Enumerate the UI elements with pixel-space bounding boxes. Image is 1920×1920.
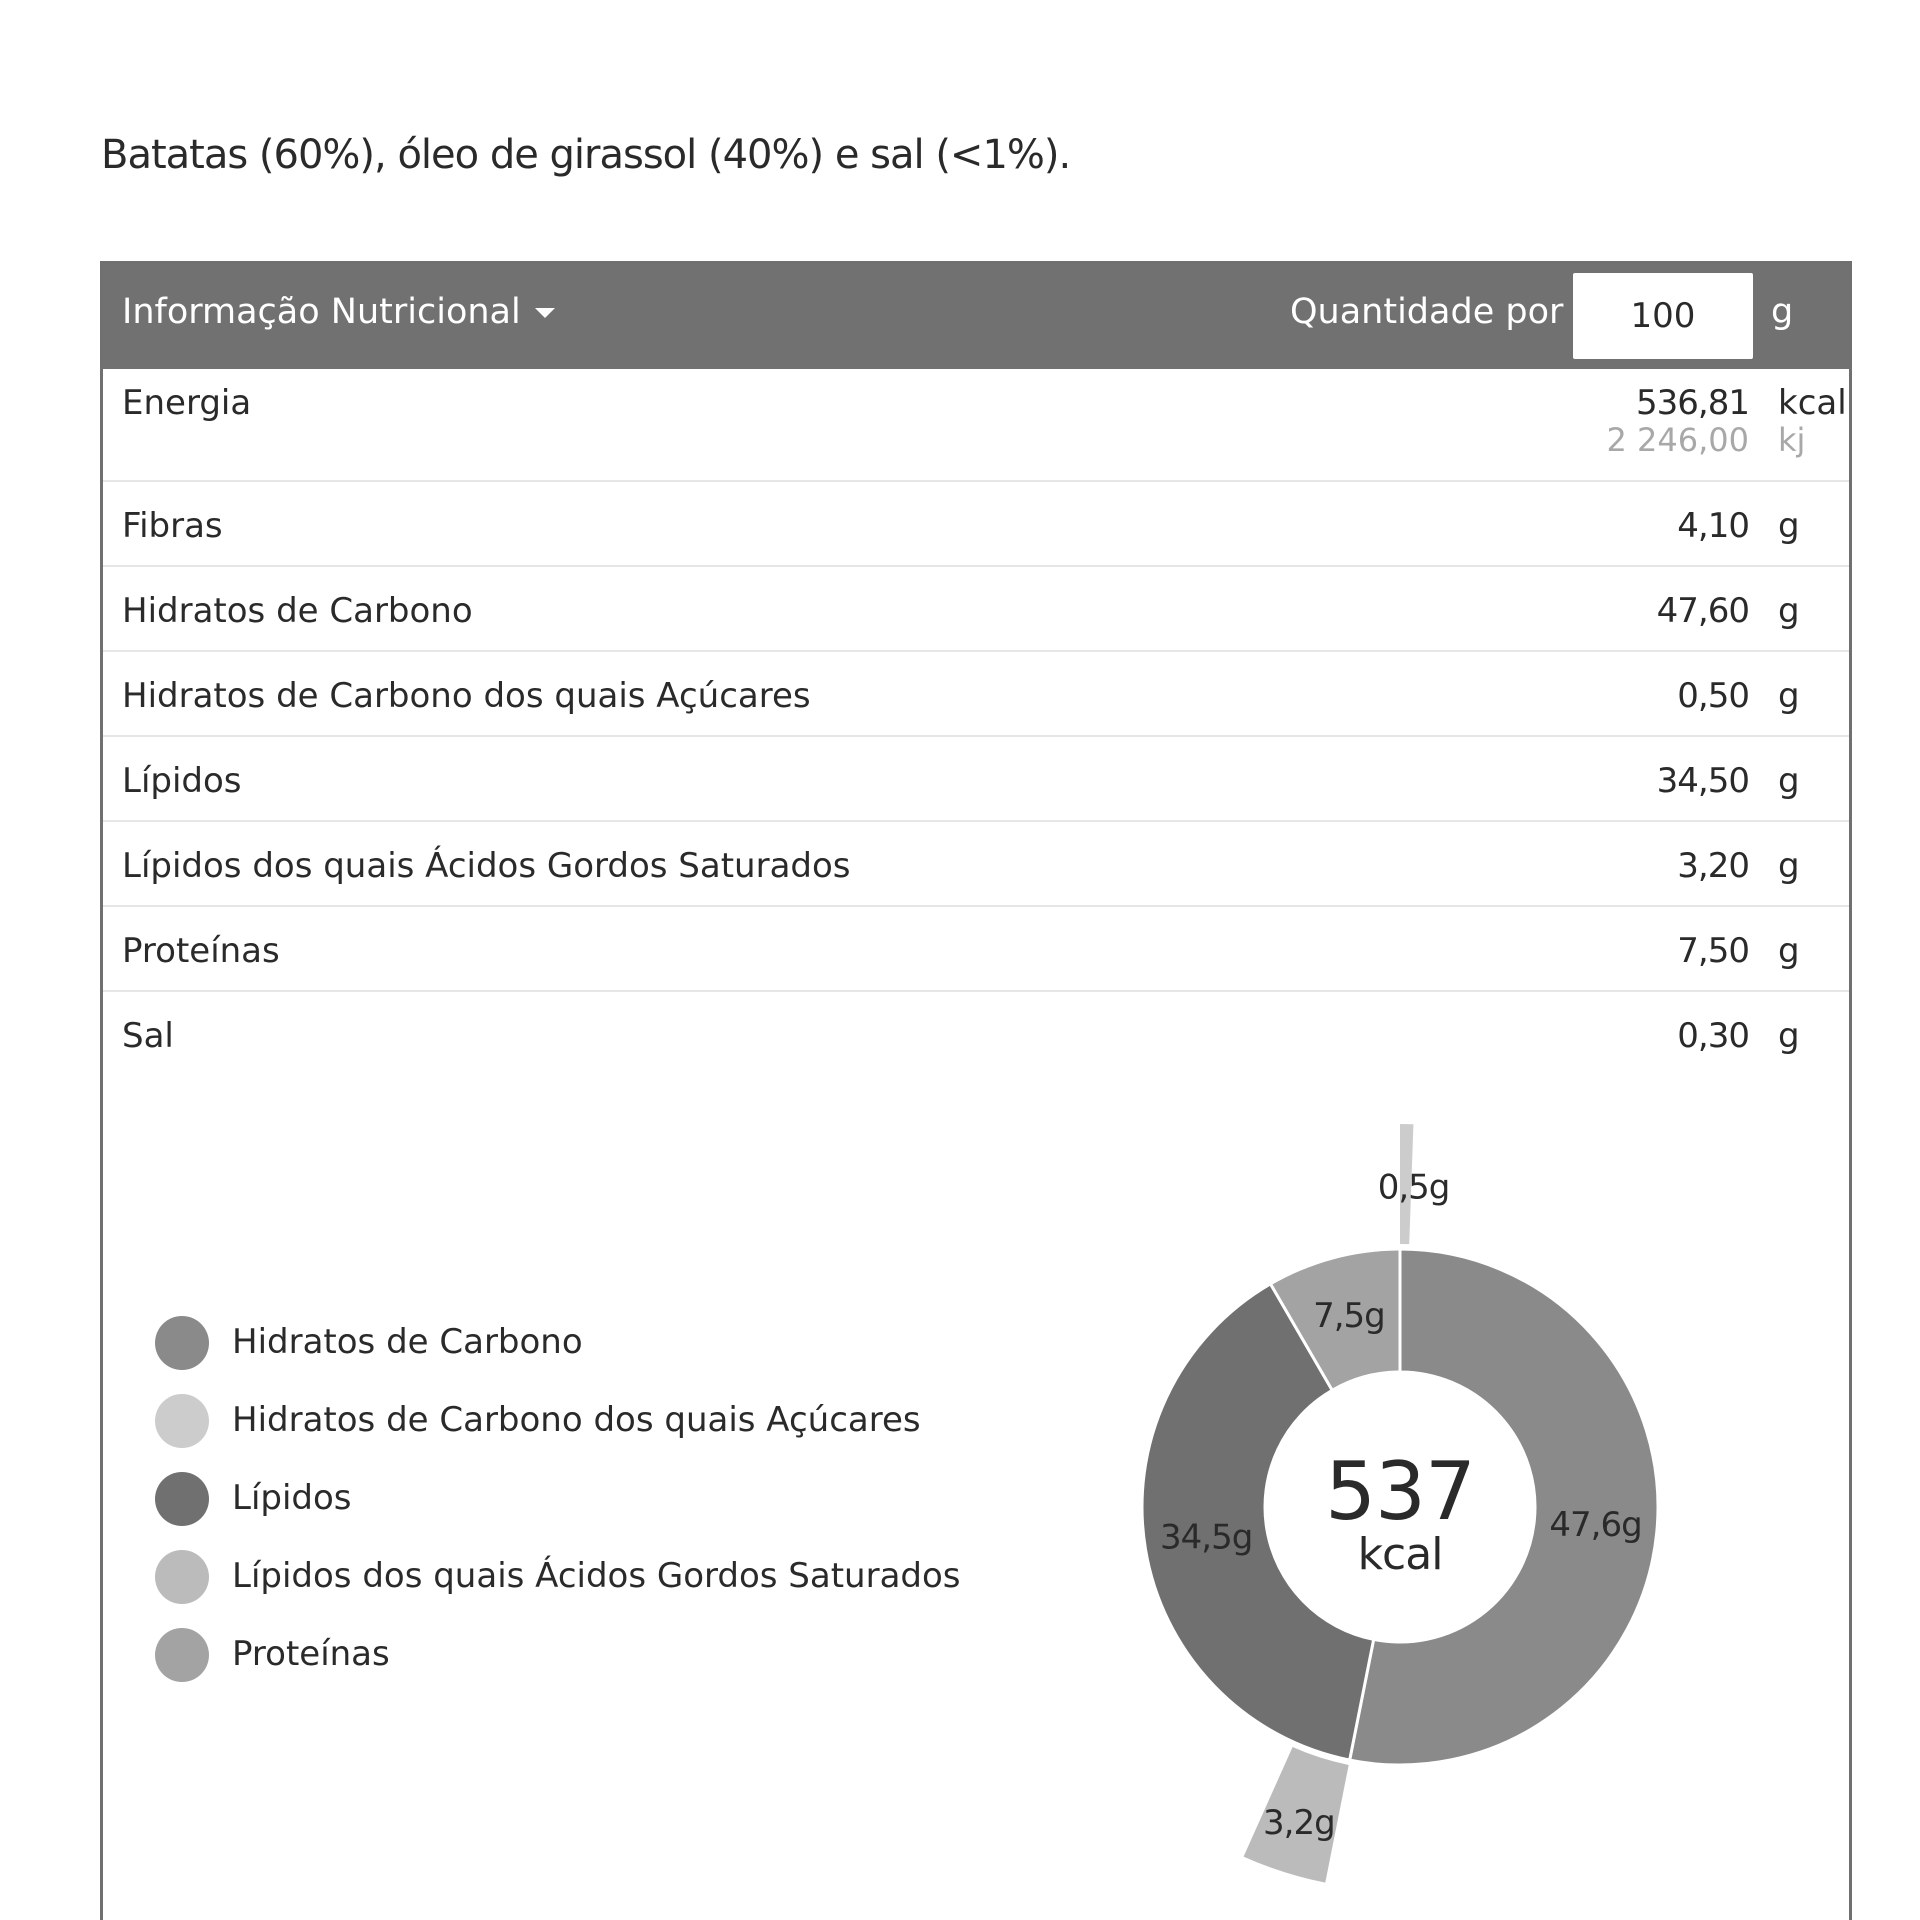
row-value: 7,50: [1677, 931, 1749, 971]
quantity-label: Quantidade por: [1290, 292, 1564, 332]
legend-label: Hidratos de Carbono dos quais Açúcares: [232, 1400, 921, 1440]
row-unit: g: [1778, 931, 1800, 971]
row-label: Lípidos dos quais Ácidos Gordos Saturados: [122, 846, 851, 886]
row-label: Energia: [122, 383, 252, 423]
slice-label: 34,5g: [1160, 1517, 1253, 1558]
row-label: Proteínas: [122, 931, 280, 971]
row-unit: g: [1778, 591, 1800, 631]
quantity-unit: g: [1771, 292, 1794, 332]
slice-label: 7,5g: [1313, 1295, 1385, 1336]
row-label: Hidratos de Carbono: [122, 591, 473, 631]
row-unit: g: [1778, 1016, 1800, 1056]
row-unit: g: [1778, 846, 1800, 886]
row-label: Sal: [122, 1016, 174, 1056]
row-value: 47,60: [1656, 591, 1749, 631]
legend-label: Lípidos: [232, 1478, 352, 1518]
legend-label: Lípidos dos quais Ácidos Gordos Saturados: [232, 1556, 961, 1596]
legend-label: Hidratos de Carbono: [232, 1322, 583, 1362]
slice-label: 47,6g: [1549, 1504, 1642, 1545]
row-value: 4,10: [1677, 506, 1749, 546]
row-unit: g: [1778, 761, 1800, 801]
center-value: 537: [1325, 1444, 1475, 1538]
subslice-label: 3,2g: [1263, 1802, 1335, 1843]
row-value: 0,30: [1677, 1016, 1749, 1056]
legend-label: Proteínas: [232, 1634, 390, 1674]
row-value-kcal: 536,81: [1636, 383, 1749, 423]
subslice-label: 0,5g: [1377, 1167, 1450, 1208]
center-unit: kcal: [1357, 1529, 1443, 1580]
row-value-kj: 2 246,00: [1606, 421, 1749, 459]
row-label: Fibras: [122, 506, 223, 546]
row-value: 0,50: [1677, 676, 1749, 716]
row-unit-kcal: kcal: [1778, 383, 1847, 423]
ingredients-text: Batatas (60%), óleo de girassol (40%) e sal (<1%).: [101, 132, 1071, 178]
row-value: 3,20: [1677, 846, 1749, 886]
row-unit: g: [1778, 676, 1800, 716]
row-unit: g: [1778, 506, 1800, 546]
row-label: Lípidos: [122, 761, 242, 801]
row-unit-kj: kj: [1778, 421, 1806, 459]
row-value: 34,50: [1656, 761, 1749, 801]
row-label: Hidratos de Carbono dos quais Açúcares: [122, 676, 811, 716]
nutrition-info-title: Informação Nutricional: [122, 292, 521, 332]
